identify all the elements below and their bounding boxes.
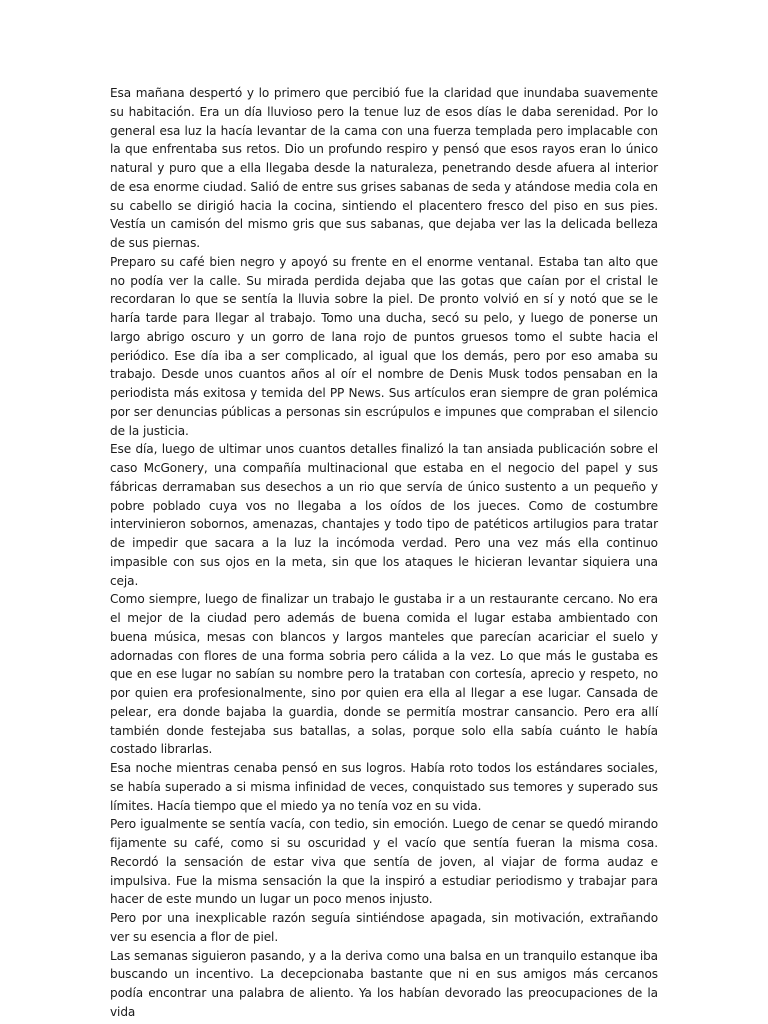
paragraph-2: Preparo su café bien negro y apoyó su frente en el enorme ventanal. Estaba tan alto que no podía ver la calle. Su mirada perdida dejaba que las gotas que caían por el cristal le recordaran lo que se sentía la lluvia sobre la piel. De pronto volvió en sí y notó que se le haría tarde para llegar al trabajo. Tomo una ducha, secó su pelo, y luego de ponerse un largo abrigo oscuro y un gorro de lana rojo de puntos gruesos tomo el subte hacia el periódico. Ese día iba a ser complicado, al igual que los demás, pero por eso amaba su trabajo. Desde unos cuantos años al oír el nombre de Denis Musk todos pensaban en la periodista más exitosa y temida del PP News. Sus artículos eran siempre de gran polémica por ser denuncias públicas a personas sin escrúpulos e impunes que compraban el silencio de la justicia. (110, 254, 658, 438)
paragraph-6: Pero igualmente se sentía vacía, con tedio, sin emoción. Luego de cenar se quedó mirando fijamente su café, como si su oscuridad y el vacío que sentía fueran la misma cosa. Recordó la sensación de estar viva que sentía de joven, al viajar de forma audaz e impulsiva. Fue la misma sensación la que la inspiró a estudiar periodismo y trabajar para hacer de este mundo un lugar un poco menos injusto. (110, 817, 658, 907)
paragraph-3: Ese día, luego de ultimar unos cuantos detalles finalizó la tan ansiada publicación sobre el caso McGonery, una compañía multinacional que estaba en el negocio del papel y sus fábricas derramaban sus desechos a un rio que servía de único sustento a un pequeño y pobre poblado cuya vos no llegaba a los oídos de los jueces. Como de costumbre intervinieron sobornos, amenazas, chantajes y todo tipo de patéticos artilugios para tratar de impedir que sacara a la luz la incómoda verdad. Pero una vez más ella continuo impasible con sus ojos en la meta, sin que los ataques le hicieran levantar siquiera una ceja. (110, 442, 658, 588)
paragraph-8: Las semanas siguieron pasando, y a la deriva como una balsa en un tranquilo estanque iba buscando un incentivo. La decepcionaba bastante que ni en sus amigos más cercanos podía encontrar una palabra de aliento. Ya los habían devorado las preocupaciones de la vida (110, 948, 658, 1019)
paragraph-7: Pero por una inexplicable razón seguía sintiéndose apagada, sin motivación, extrañando ver su esencia a flor de piel. (110, 911, 658, 944)
paragraph-4: Como siempre, luego de finalizar un trabajo le gustaba ir a un restaurante cercano. No era el mejor de la ciudad pero además de buena comida el lugar estaba ambientado con buena música, mesas con blancos y largos manteles que parecían acariciar el suelo y adornadas con flores de una forma sobria pero cálida a la vez. Lo que más le gustaba es que en ese lugar no sabían su nombre pero la trataban con cortesía, aprecio y respeto, no por quien era profesionalmente, sino por quien era ella al llegar a ese lugar. Cansada de pelear, era donde bajaba la guardia, donde se permitía mostrar cansancio. Pero era allí también donde festejaba sus batallas, a solas, porque solo ella sabía cuánto le había costado librarlas. (110, 592, 658, 757)
paragraph-5: Esa noche mientras cenaba pensó en sus logros. Había roto todos los estándares sociales, se había superado a si misma infinidad de veces, conquistado sus temores y superado sus límites. Hacía tiempo que el miedo ya no tenía voz en su vida. (110, 761, 658, 813)
document-page (110, 84, 658, 1022)
paragraph-1: Esa mañana despertó y lo primero que percibió fue la claridad que inundaba suavemente su habitación. Era un día lluvioso pero la tenue luz de esos días le daba serenidad. Por lo general esa luz la hacía levantar de la cama con una fuerza templada pero implacable con la que enfrentaba sus retos. Dio un profundo respiro y pensó que esos rayos eran lo único natural y puro que a ella llegaba desde la naturaleza, penetrando desde afuera al interior de esa enorme ciudad. Salió de entre sus grises sabanas de seda y atándose media cola en su cabello se dirigió hacia la cocina, sintiendo el placentero fresco del piso en sus pies. Vestía un camisón del mismo gris que sus sabanas, que dejaba ver las la delicada belleza de sus piernas. (110, 86, 658, 250)
